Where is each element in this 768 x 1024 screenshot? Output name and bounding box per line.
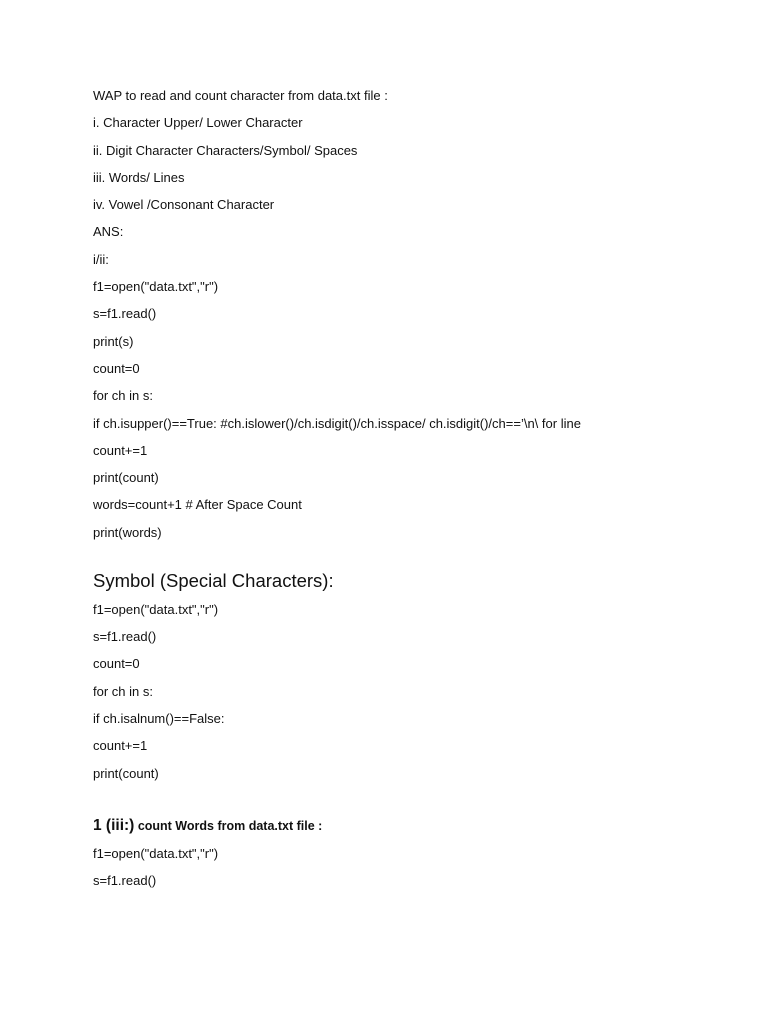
- code-line: count+=1: [93, 738, 148, 754]
- code-line: f1=open("data.txt","r"): [93, 279, 219, 295]
- code-line: f1=open("data.txt","r"): [93, 845, 219, 861]
- code-line: s=f1.read(): [93, 872, 157, 888]
- words-section-heading: [93, 816, 733, 836]
- words-section-number: 1 (iii:): [93, 816, 135, 834]
- code-line: s=f1.read(): [93, 306, 157, 322]
- code-line: print(words): [93, 524, 162, 540]
- code-line: print(count): [93, 765, 159, 781]
- document-content: [93, 87, 733, 899]
- code-line: f1=open("data.txt","r"): [93, 601, 219, 617]
- question-item: iii. Words/ Lines: [93, 169, 185, 185]
- words-section-title: count Words from data.txt file :: [134, 818, 323, 833]
- question-item: iv. Vowel /Consonant Character: [93, 197, 275, 213]
- code-line: if ch.isalnum()==False:: [93, 710, 225, 726]
- code-line: print(count): [93, 470, 159, 486]
- code-line: count+=1: [93, 442, 148, 458]
- code-line: words=count+1 # After Space Count: [93, 497, 302, 513]
- code-line: s=f1.read(): [93, 629, 157, 645]
- symbol-section-heading: Symbol (Special Characters):: [93, 569, 334, 591]
- code-line: count=0: [93, 360, 140, 376]
- code-line: count=0: [93, 656, 140, 672]
- code-line: for ch in s:: [93, 683, 153, 699]
- answer-part-label: i/ii:: [93, 251, 109, 267]
- code-line: if ch.isupper()==True: #ch.islower()/ch.isdigit()/ch.isspace/ ch.isdigit()/ch==’\n\ for line: [93, 415, 581, 431]
- answer-label: ANS:: [93, 224, 124, 240]
- code-line: print(s): [93, 333, 134, 349]
- question-item: ii. Digit Character Characters/Symbol/ Spaces: [93, 142, 358, 158]
- question-item: i. Character Upper/ Lower Character: [93, 115, 303, 131]
- code-line: for ch in s:: [93, 388, 153, 404]
- question-title: WAP to read and count character from data.txt file :: [93, 88, 388, 103]
